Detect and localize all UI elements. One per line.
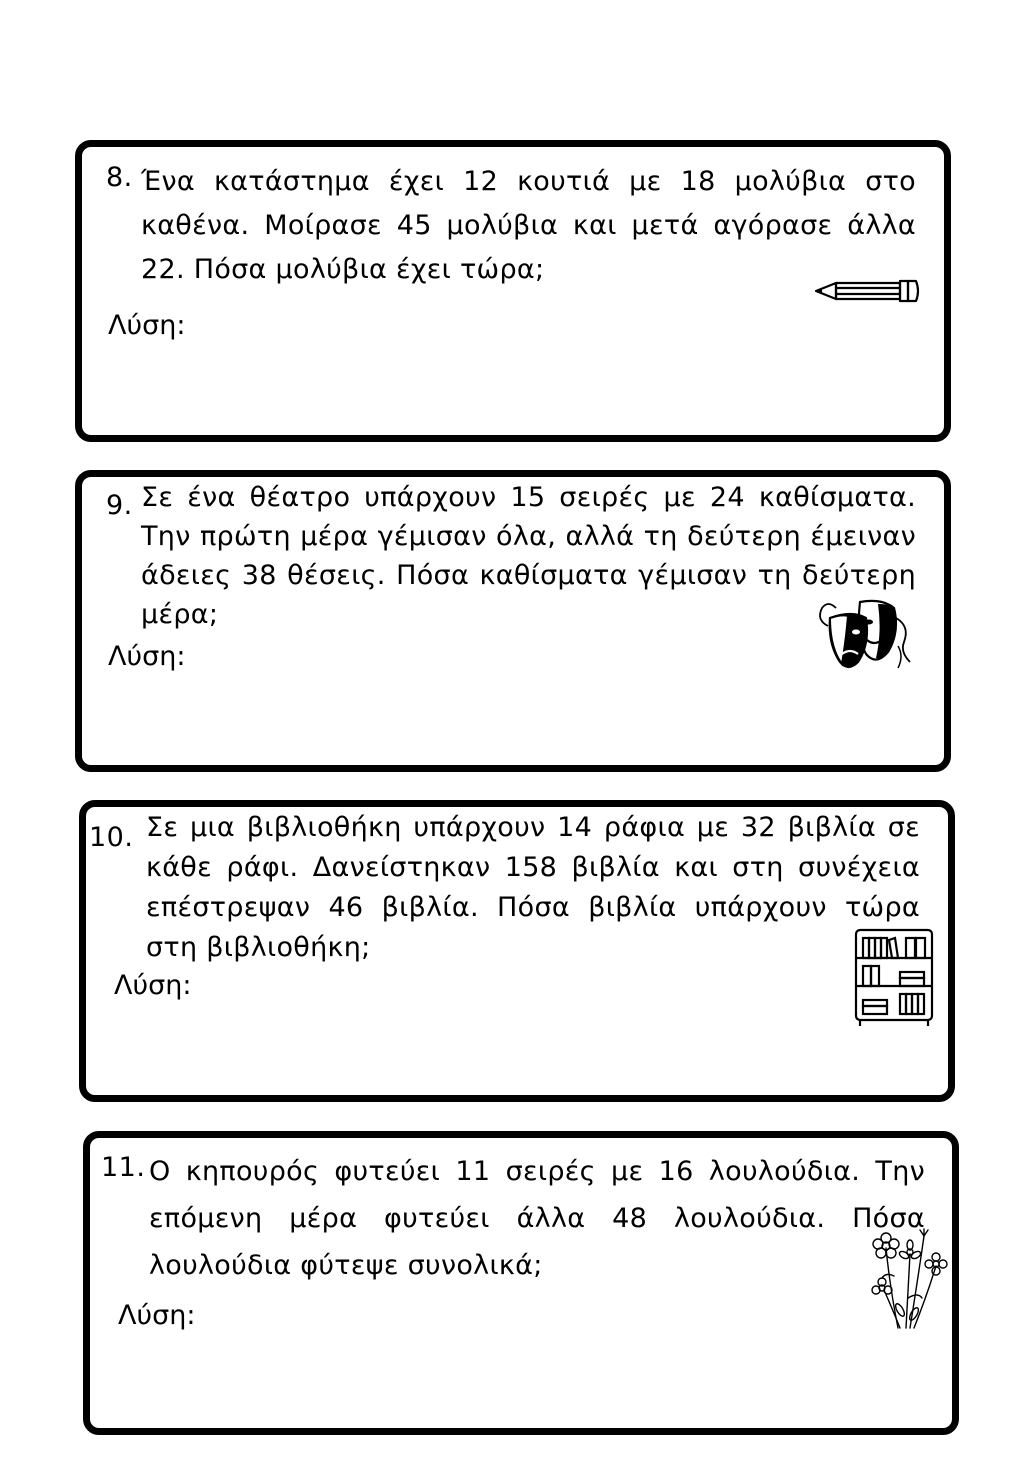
problem-number: 11. — [101, 1152, 146, 1183]
solution-label: Λύση: — [118, 1300, 196, 1331]
problem-number: 10. — [89, 822, 134, 853]
problem-number: 9. — [106, 490, 133, 521]
problem-text: Ένα κατάστημα έχει 12 κουτιά με 18 μολύβια στο καθένα. Μοίρασε 45 μολύβια και μετά αγόρασε άλλα 22. Πόσα μολύβια έχει τώρα; — [141, 166, 916, 285]
bookshelf-icon — [852, 926, 936, 1028]
solution-label: Λύση: — [108, 641, 186, 672]
solution-label: Λύση: — [114, 970, 192, 1001]
problem-number: 8. — [106, 162, 133, 193]
problem-text: Σε ένα θέατρο υπάρχουν 15 σειρές με 24 καθίσματα. Την πρώτη μέρα γέμισαν όλα, αλλά τη δεύτερη έμειναν άδειες 38 θέσεις. Πόσα καθίσματα γέμισαν τη δεύτερη μέρα; — [141, 482, 916, 630]
flowers-icon — [864, 1228, 948, 1330]
solution-label: Λύση: — [108, 310, 186, 341]
problem-text: Ο κηπουρός φυτεύει 11 σειρές με 16 λουλούδια. Την επόμενη μέρα φυτεύει άλλα 48 λουλούδια. Πόσα λουλούδια φύτεψε συνολικά; — [149, 1156, 925, 1281]
theater-masks-icon — [812, 596, 916, 674]
problem-text: Σε μια βιβλιοθήκη υπάρχουν 14 ράφια με 32 βιβλία σε κάθε ράφι. Δανείστηκαν 158 βιβλία και στη συνέχεια επέστρεψαν 46 βιβλία. Πόσα βιβλία υπάρχουν τώρα στη βιβλιοθήκη; — [146, 812, 920, 963]
pencil-icon — [812, 274, 922, 304]
